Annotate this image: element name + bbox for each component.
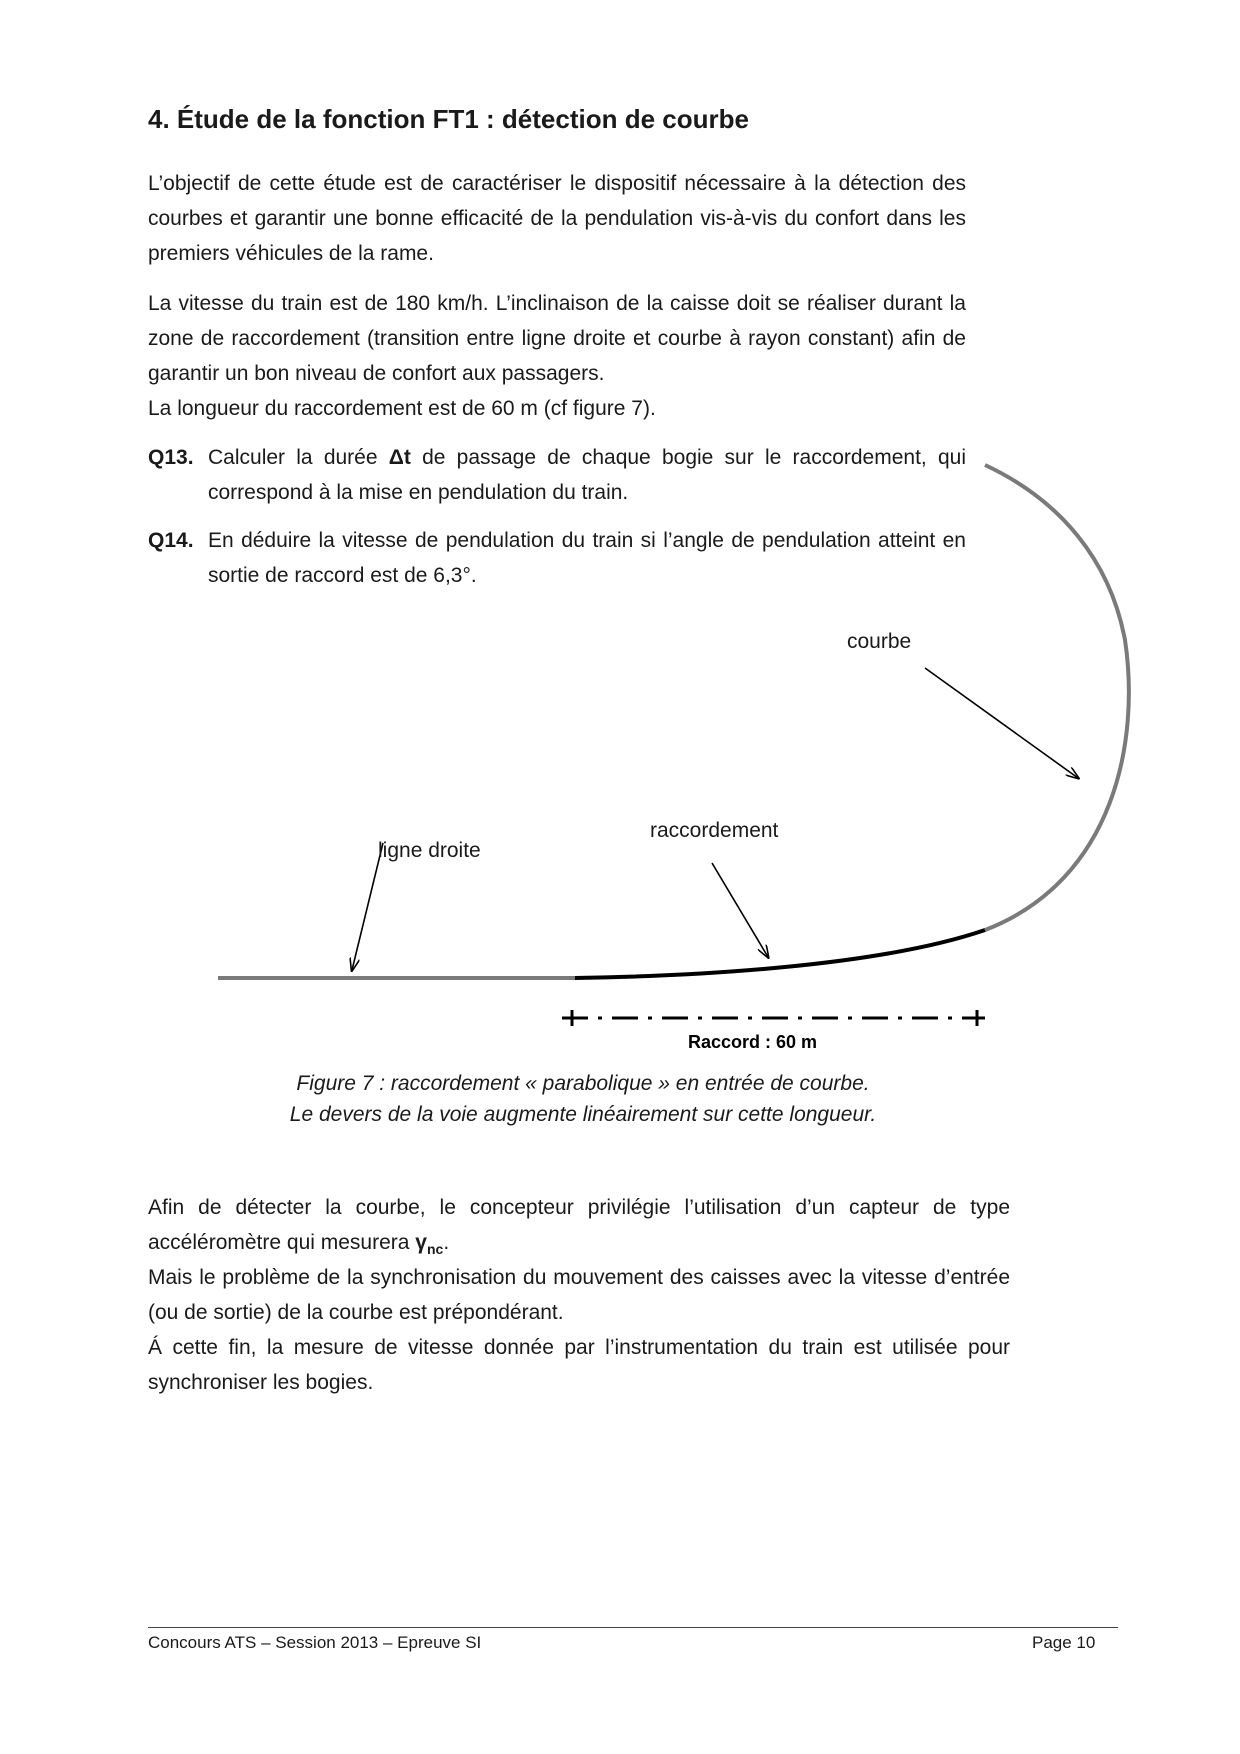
intro-paragraph: L’objectif de cette étude est de caractériser le dispositif nécessaire à la détection des courbes et garantir une bonne efficacité de la pendulation vis-à-vis du confort dans les premiers véhicules de la rame. xyxy=(148,172,966,265)
detection-text-end: . xyxy=(443,1231,450,1254)
raccordement-track xyxy=(575,930,985,978)
raccordement-arrow xyxy=(712,863,768,957)
question-label: Q14. xyxy=(148,529,194,552)
sync-paragraph: Á cette fin, la mesure de vitesse donnée par l’instrumentation du train est utilisée pour synchroniser les bogies. xyxy=(148,1336,1010,1394)
section-heading: 4. Étude de la fonction FT1 : détection de courbe xyxy=(148,104,749,134)
question-label: Q13. xyxy=(148,446,194,469)
footer-page-number: Page 10 xyxy=(1032,1633,1096,1652)
length-paragraph: La longueur du raccordement est de 60 m (cf figure 7). xyxy=(148,397,656,420)
question-text-part: de passage de chaque bogie sur le raccordement, qui correspond à la mise en pendulation du train. xyxy=(208,446,966,504)
gamma-subscript: nc xyxy=(426,1241,444,1258)
figure-caption-line1: Figure 7 : raccordement « parabolique » en entrée de courbe. xyxy=(296,1072,870,1095)
label-ligne-droite: ligne droite xyxy=(378,839,481,862)
detection-text: Afin de détecter la courbe, le concepteur privilégie l’utilisation d’un capteur de type accéléromètre qui mesurera xyxy=(148,1196,1010,1254)
delta-t-symbol: Δt xyxy=(388,446,411,469)
label-raccordement: raccordement xyxy=(650,819,779,842)
label-raccord-60m: Raccord : 60 m xyxy=(688,1032,818,1052)
courbe-arrow xyxy=(925,668,1078,778)
problem-paragraph: Mais le problème de la synchronisation du mouvement des caisses avec la vitesse d’entrée (ou de sortie) de la courbe est prépondérant. xyxy=(148,1266,1010,1324)
figure-caption-line2: Le devers de la voie augmente linéairement sur cette longueur. xyxy=(289,1103,877,1126)
speed-paragraph: La vitesse du train est de 180 km/h. L’inclinaison de la caisse doit se réaliser durant la zone de raccordement (transition entre ligne droite et courbe à rayon constant) afin de garantir un bon niveau de confort aux passagers. xyxy=(148,292,966,385)
courbe-track xyxy=(985,465,1129,930)
footer-divider xyxy=(148,1627,1118,1628)
footer-left: Concours ATS – Session 2013 – Epreuve SI xyxy=(148,1633,482,1652)
question-text-part: Calculer la durée xyxy=(208,446,389,469)
gamma-symbol: γ xyxy=(415,1231,427,1254)
question-text: En déduire la vitesse de pendulation du train si l’angle de pendulation atteint en sortie de raccord est de 6,3°. xyxy=(208,529,966,587)
label-courbe: courbe xyxy=(847,630,912,653)
detection-paragraph xyxy=(148,1190,1010,1267)
ligne-droite-arrow xyxy=(352,843,383,970)
